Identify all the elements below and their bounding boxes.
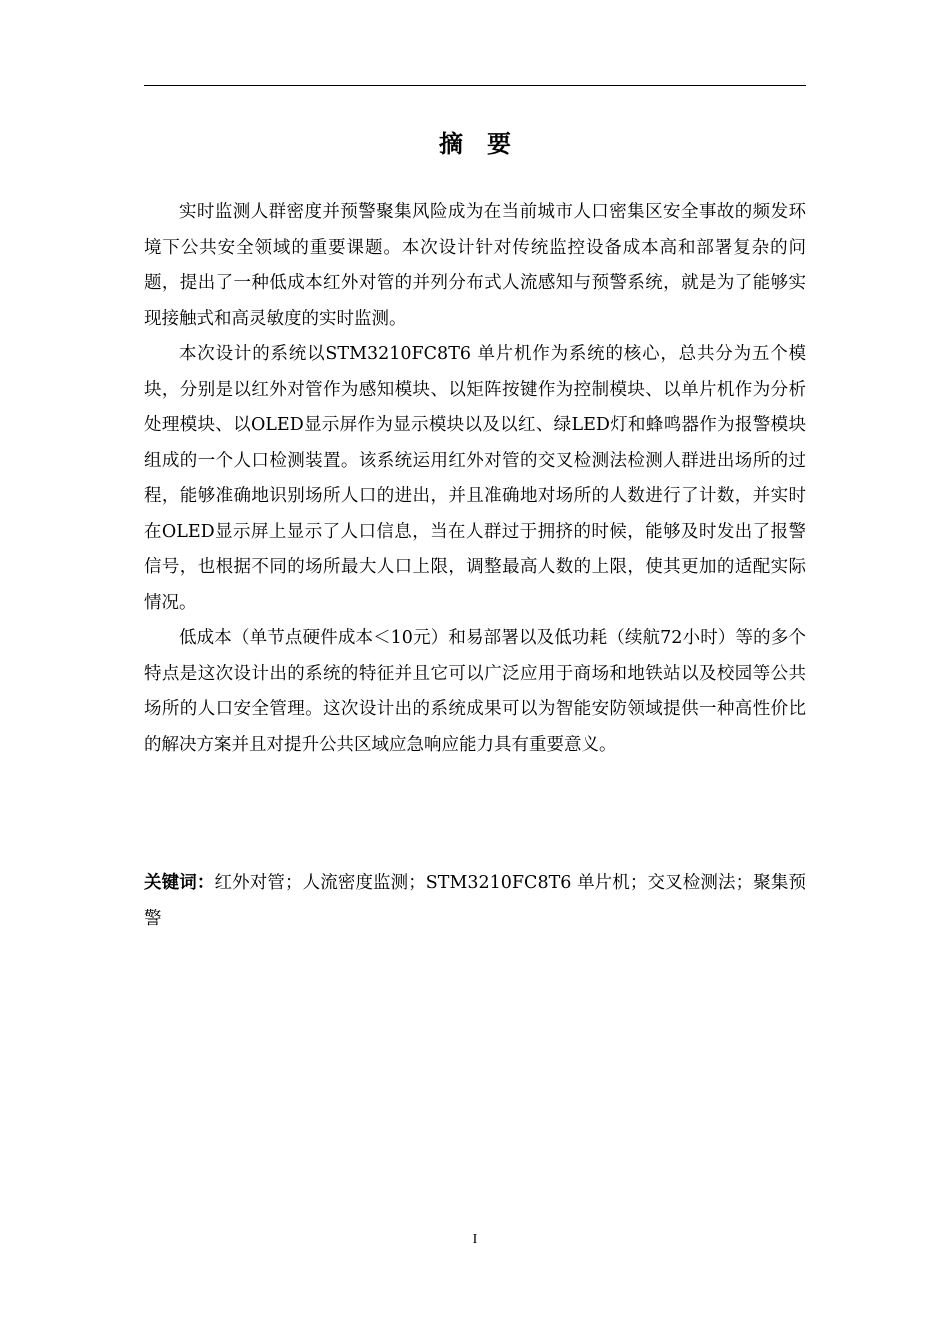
abstract-paragraph-2: 本次设计的系统以STM3210FC8T6 单片机作为系统的核心，总共分为五个模块，分别是以红外对管作为感知模块、以矩阵按键作为控制模块、以单片机作为分析处理模块、以OLED显示屏作为显示模块以及以红、绿LED灯和蜂鸣器作为报警模块组成的一个人口检测装置。该系统运用红外对管的交叉检测法检测人群进出场所的过程，能够准确地识别场所人口的进出，并且准确地对场所的人数进行了计数，并实时在OLED显示屏上显示了人口信息，当在人群过于拥挤的时候，能够及时发出了报警信号，也根据不同的场所最大人口上限，调整最高人数的上限，使其更加的适配实际情况。 — [144, 344, 806, 613]
keywords-text: 红外对管；人流密度监测；STM3210FC8T6 单片机；交叉检测法；聚集预警 — [144, 873, 806, 929]
keywords-label: 关键词： — [144, 873, 215, 893]
abstract-paragraph-3: 低成本（单节点硬件成本＜10元）和易部署以及低功耗（续航72小时）等的多个特点是这次设计出的系统的特征并且它可以广泛应用于商场和地铁站以及校园等公共场所的人口安全管理。这次设计出的系统成果可以为智能安防领域提供一种高性价比的解决方案并且对提升公共区域应急响应能力具有重要意义。 — [144, 628, 806, 755]
page-number: I — [472, 1232, 478, 1247]
abstract-body — [144, 195, 806, 763]
header-rule — [144, 85, 806, 86]
abstract-paragraph-1: 实时监测人群密度并预警聚集风险成为在当前城市人口密集区安全事故的频发环境下公共安全领域的重要课题。本次设计针对传统监控设备成本高和部署复杂的问题，提出了一种低成本红外对管的并列分布式人流感知与预警系统，就是为了能够实现接触式和高灵敏度的实时监测。 — [144, 202, 806, 329]
abstract-title: 摘 要 — [439, 130, 511, 158]
keywords-line — [144, 866, 806, 937]
